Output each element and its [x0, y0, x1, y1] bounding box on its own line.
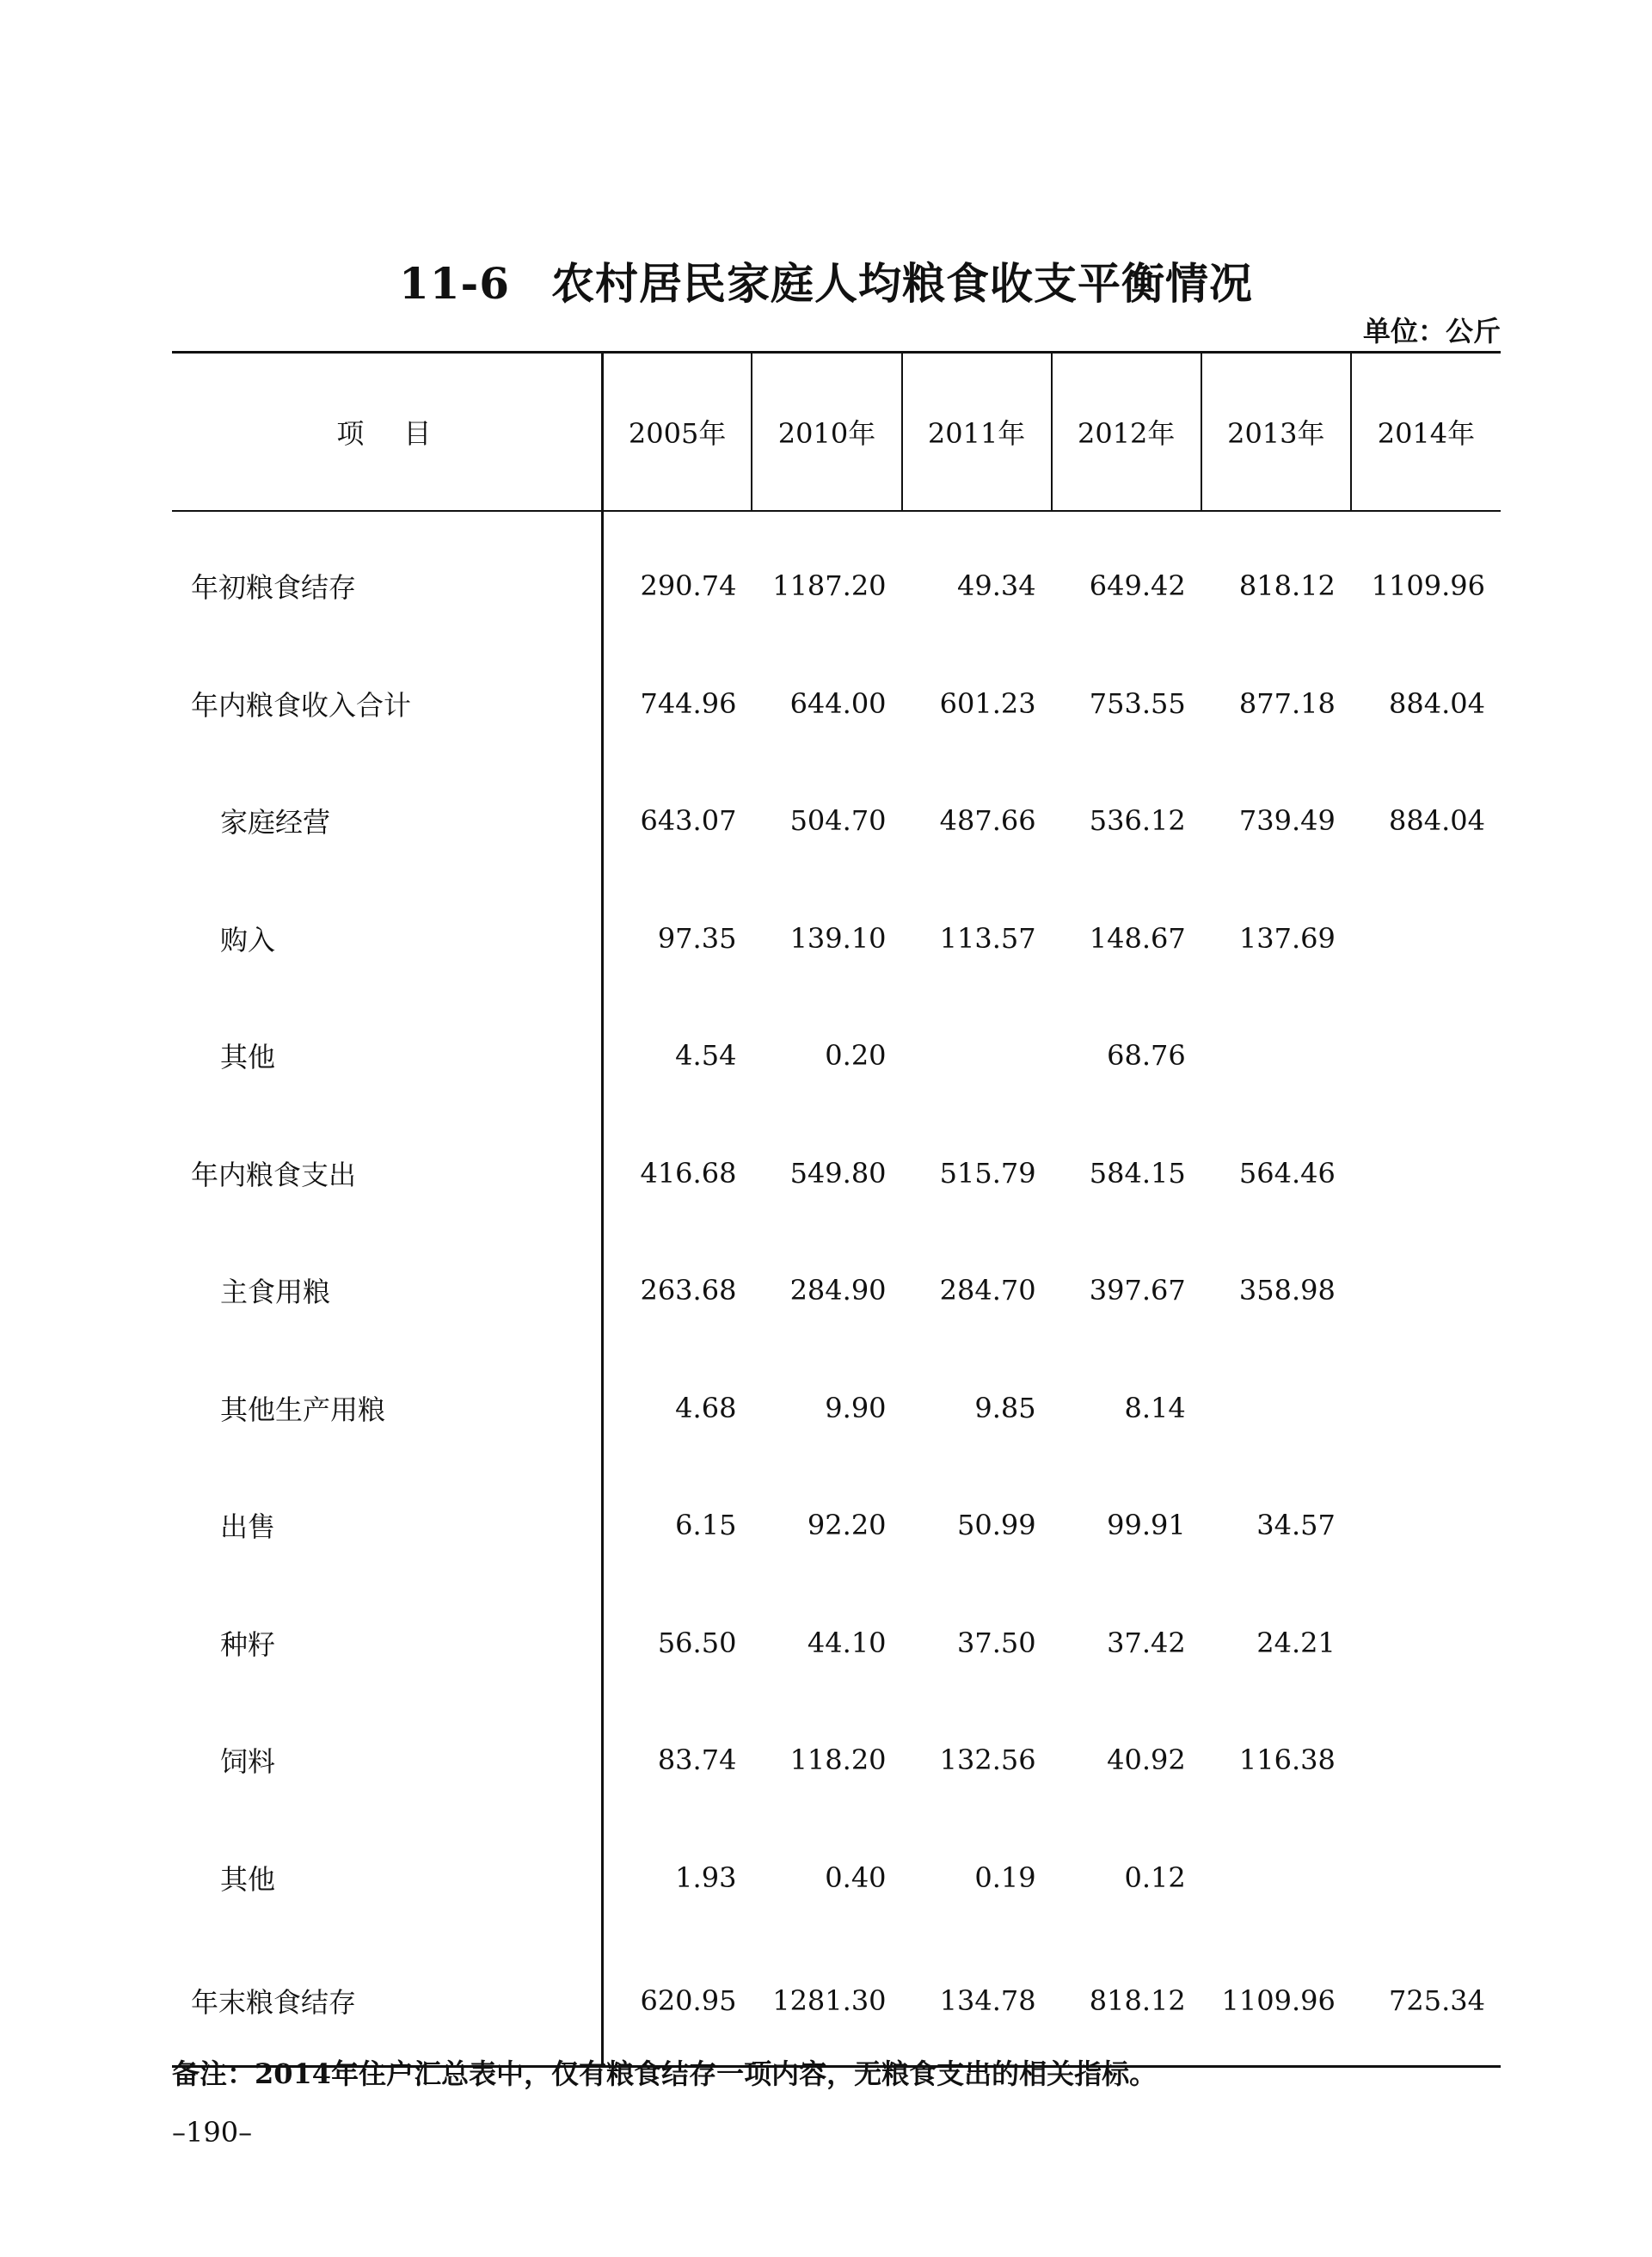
table-cell: 564.46	[1238, 1156, 1336, 1190]
table-cell	[1351, 1115, 1501, 1233]
year-header: 2014年	[1351, 353, 1501, 512]
table-cell	[1351, 1232, 1501, 1350]
table-cell: 49.34	[957, 569, 1036, 603]
table-row	[172, 1701, 1501, 1819]
row-label: 出售	[172, 1467, 602, 1584]
table-cell: 744.96	[640, 686, 737, 720]
table-row	[172, 1350, 1501, 1467]
row-label: 主食用粮	[172, 1232, 602, 1350]
page-number: –190–	[172, 2116, 253, 2149]
table-cell: 0.19	[974, 1860, 1036, 1894]
table-cell: 753.55	[1089, 686, 1186, 720]
table-cell: 116.38	[1238, 1743, 1336, 1777]
table-cell	[1351, 1701, 1501, 1819]
table-cell: 1.93	[675, 1860, 737, 1894]
table-cell: 139.10	[789, 921, 887, 955]
table-cell: 504.70	[789, 804, 887, 838]
table-cell: 397.67	[1089, 1274, 1186, 1307]
table-cell: 290.74	[640, 569, 737, 603]
table-cell	[1201, 997, 1351, 1115]
table-cell: 40.92	[1107, 1743, 1186, 1777]
year-header: 2005年	[602, 353, 752, 512]
table-cell: 0.40	[825, 1860, 887, 1894]
table-cell: 818.12	[1052, 1936, 1201, 2067]
year-header: 2012年	[1052, 353, 1201, 512]
table-cell: 68.76	[1107, 1039, 1186, 1073]
table-cell: 6.15	[675, 1509, 737, 1542]
row-label: 年内粮食收入合计	[172, 645, 602, 763]
header-row	[172, 353, 1501, 512]
table-row	[172, 997, 1501, 1115]
table-cell	[1351, 1584, 1501, 1702]
table-row	[172, 880, 1501, 998]
table-cell: 44.10	[807, 1626, 887, 1659]
table-cell: 56.50	[657, 1626, 737, 1659]
table-cell: 97.35	[657, 921, 737, 955]
table-cell: 4.68	[675, 1391, 737, 1424]
table-cell: 416.68	[640, 1156, 737, 1190]
page-title	[0, 249, 1652, 311]
table-cell: 34.57	[1256, 1509, 1336, 1542]
unit-label: 单位：公斤	[1362, 315, 1501, 347]
table-cell: 620.95	[602, 1936, 752, 2067]
table-cell: 137.69	[1238, 921, 1336, 955]
table-cell: 549.80	[789, 1156, 887, 1190]
table-number: 11-6	[398, 258, 511, 309]
table-cell: 0.20	[825, 1039, 887, 1073]
table-cell: 1109.96	[1371, 569, 1485, 603]
row-label: 其他生产用粮	[172, 1350, 602, 1467]
table-row	[172, 1936, 1501, 2067]
table-row	[172, 1467, 1501, 1584]
table-cell: 818.12	[1238, 569, 1336, 603]
table-cell: 358.98	[1238, 1274, 1336, 1307]
table-cell: 4.54	[675, 1039, 737, 1073]
table-cell: 83.74	[657, 1743, 737, 1777]
row-label: 饲料	[172, 1701, 602, 1819]
table-cell: 0.12	[1124, 1860, 1186, 1894]
table-cell	[1351, 880, 1501, 998]
table-cell	[1351, 1819, 1501, 1937]
table-cell: 263.68	[640, 1274, 737, 1307]
table-cell: 536.12	[1089, 804, 1186, 838]
table-row	[172, 1232, 1501, 1350]
table-cell: 1187.20	[772, 569, 887, 603]
table-cell: 37.42	[1107, 1626, 1186, 1659]
table-cell: 134.78	[902, 1936, 1052, 2067]
table-title: 农村居民家庭人均粮食收支平衡情况	[551, 258, 1254, 309]
table-cell: 649.42	[1089, 569, 1186, 603]
table-cell	[1201, 1350, 1351, 1467]
table-cell: 644.00	[789, 686, 887, 720]
table-cell	[902, 997, 1052, 1115]
row-label: 其他	[172, 1819, 602, 1937]
table-cell	[1351, 1467, 1501, 1584]
table-cell: 284.70	[939, 1274, 1036, 1307]
table-row	[172, 511, 1501, 645]
item-header: 项目	[172, 353, 602, 512]
table-cell: 487.66	[939, 804, 1036, 838]
table-row	[172, 762, 1501, 880]
table-cell: 99.91	[1107, 1509, 1186, 1542]
table-row	[172, 645, 1501, 763]
table-cell: 148.67	[1089, 921, 1186, 955]
table-cell: 50.99	[957, 1509, 1036, 1542]
row-label: 种籽	[172, 1584, 602, 1702]
year-header: 2011年	[902, 353, 1052, 512]
grain-balance-table	[172, 351, 1501, 2068]
row-label: 购入	[172, 880, 602, 998]
table-cell: 9.85	[974, 1391, 1036, 1424]
row-label: 年内粮食支出	[172, 1115, 602, 1233]
year-header: 2010年	[752, 353, 901, 512]
table-cell: 584.15	[1089, 1156, 1186, 1190]
table-cell: 884.04	[1389, 804, 1485, 838]
table-cell: 284.90	[789, 1274, 887, 1307]
table-cell: 9.90	[825, 1391, 887, 1424]
year-header: 2013年	[1201, 353, 1351, 512]
table-row	[172, 1115, 1501, 1233]
table-cell: 877.18	[1238, 686, 1336, 720]
table-body	[172, 511, 1501, 2067]
table-row	[172, 1584, 1501, 1702]
table-cell: 118.20	[789, 1743, 887, 1777]
table-cell: 1281.30	[752, 1936, 901, 2067]
table-cell	[1351, 997, 1501, 1115]
row-label: 其他	[172, 997, 602, 1115]
row-label: 家庭经营	[172, 762, 602, 880]
table-cell: 24.21	[1256, 1626, 1336, 1659]
table-row	[172, 1819, 1501, 1937]
table-cell: 8.14	[1124, 1391, 1186, 1424]
table-cell: 113.57	[939, 921, 1036, 955]
table-cell: 725.34	[1351, 1936, 1501, 2067]
table-cell: 643.07	[640, 804, 737, 838]
row-label: 年初粮食结存	[172, 511, 602, 645]
table-cell: 739.49	[1238, 804, 1336, 838]
table-cell	[1201, 1819, 1351, 1937]
table-cell: 601.23	[939, 686, 1036, 720]
table-cell: 1109.96	[1201, 1936, 1351, 2067]
row-label: 年末粮食结存	[172, 1936, 602, 2067]
table-cell: 37.50	[957, 1626, 1036, 1659]
table-cell: 92.20	[807, 1509, 887, 1542]
footnote: 备注：2014年住户汇总表中，仅有粮食结存一项内容，无粮食支出的相关指标。	[172, 2057, 1158, 2090]
table-cell: 132.56	[939, 1743, 1036, 1777]
table-cell: 884.04	[1389, 686, 1485, 720]
table-cell	[1351, 1350, 1501, 1467]
table-cell: 515.79	[939, 1156, 1036, 1190]
